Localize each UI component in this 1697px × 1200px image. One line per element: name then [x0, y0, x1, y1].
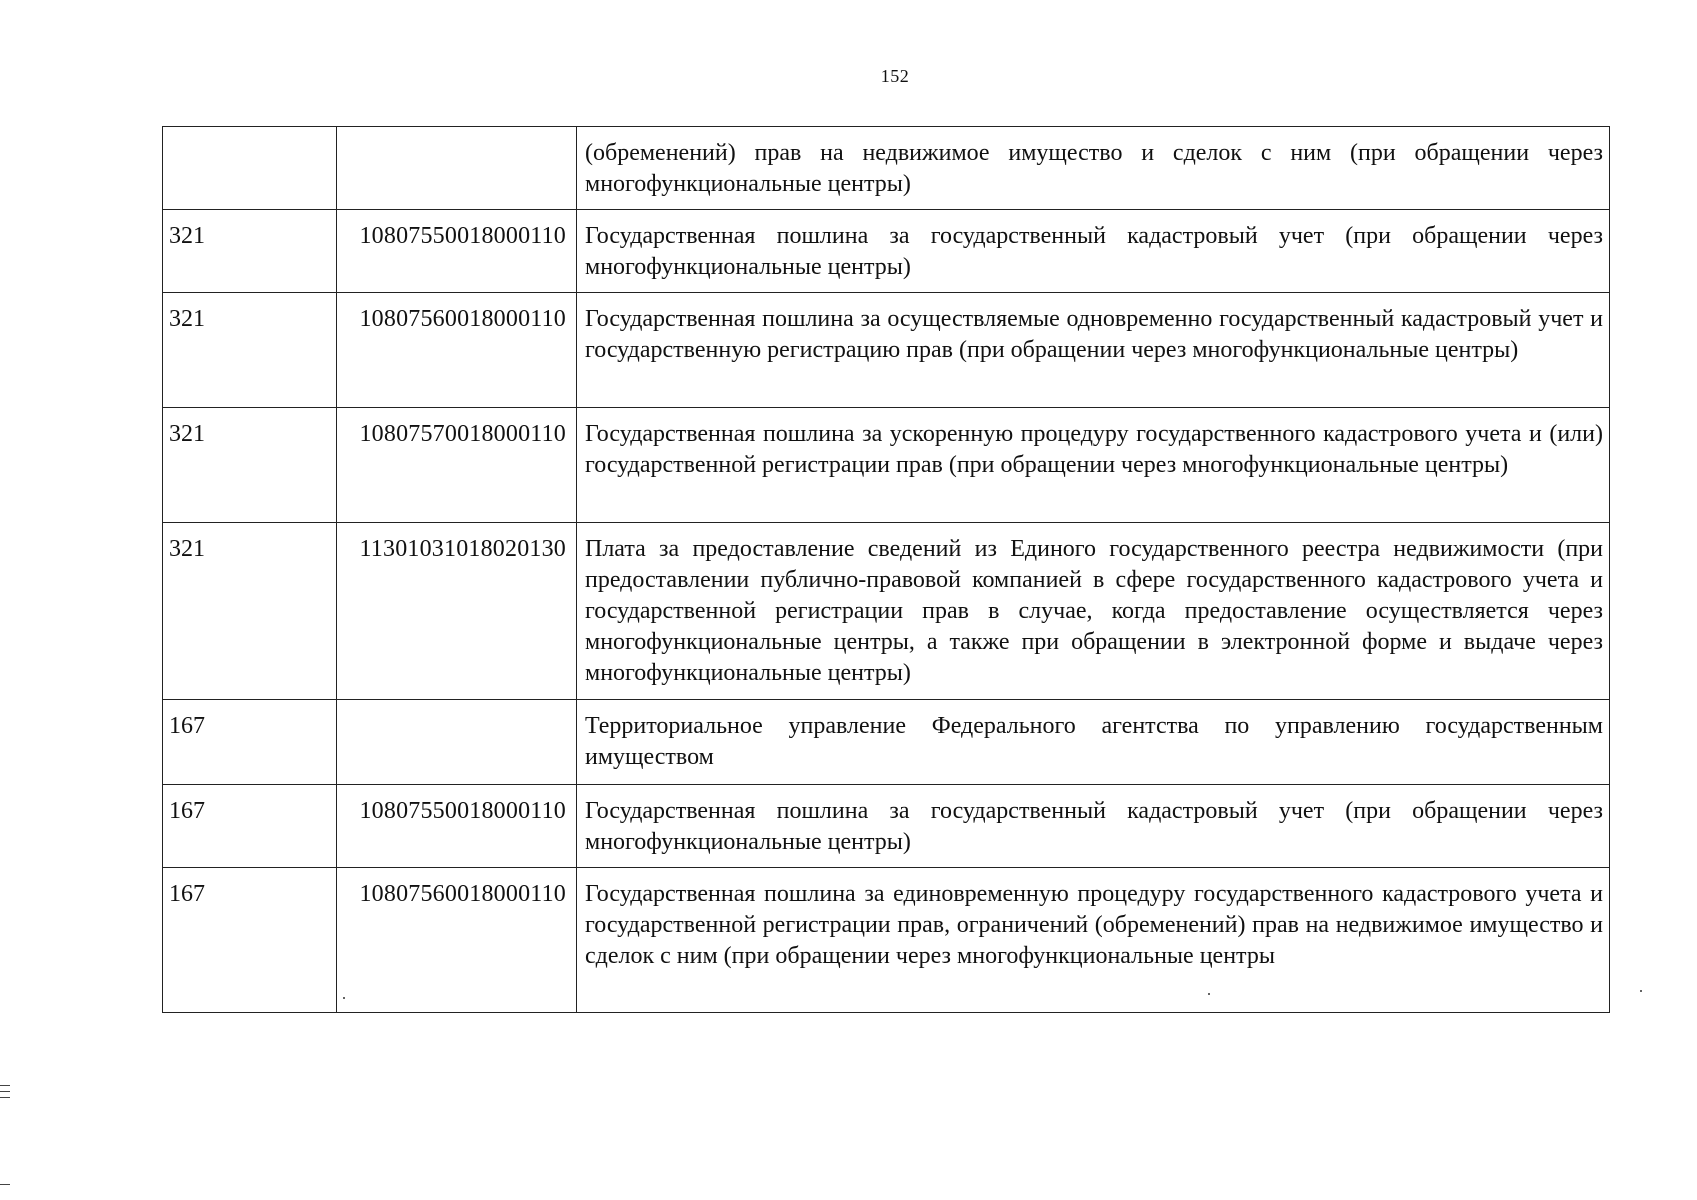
scan-speck	[1640, 990, 1642, 992]
administrator-code-cell: 167	[163, 700, 337, 785]
table-row	[163, 785, 1610, 868]
binding-mark	[0, 1097, 10, 1098]
page-number: 152	[880, 66, 910, 86]
budget-code-cell	[337, 127, 577, 210]
table-row	[163, 700, 1610, 785]
table-row	[163, 523, 1610, 700]
budget-code-cell: 11301031018020130	[337, 523, 577, 700]
budget-code-cell: 10807560018000110	[337, 868, 577, 1013]
description-cell: Государственная пошлина за государственный кадастровый учет (при обращении через многофункциональные центры)	[577, 210, 1610, 293]
administrator-code-cell	[163, 127, 337, 210]
description-cell: Государственная пошлина за единовременную процедуру государственного кадастрового учета и государственной регистрации прав, ограничений (обременений) прав на недвижимое имущество и сделок с ним (при обращении через многофункциональные центры	[577, 868, 1610, 1013]
binding-mark	[0, 1091, 10, 1092]
description-cell: Государственная пошлина за ускоренную процедуру государственного кадастрового учета и (или) государственной регистрации прав (при обращении через многофункциональные центры)	[577, 408, 1610, 523]
description-cell: Плата за предоставление сведений из Единого государственного реестра недвижимости (при предоставлении публично-правовой компанией в сфере государственного кадастрового учета и государственной регистрации прав в случае, когда предоставление осуществляется через многофункциональные центры, а также при обращении в электронной форме и выдаче через многофункциональные центры)	[577, 523, 1610, 700]
administrator-code-cell: 321	[163, 408, 337, 523]
table-row	[163, 127, 1610, 210]
table-row	[163, 868, 1610, 1013]
administrator-code-cell: 321	[163, 293, 337, 408]
administrator-code-cell: 321	[163, 210, 337, 293]
description-cell: (обременений) прав на недвижимое имущество и сделок с ним (при обращении через многофункциональные центры)	[577, 127, 1610, 210]
budget-code-cell: 10807550018000110	[337, 210, 577, 293]
description-cell: Государственная пошлина за осуществляемые одновременно государственный кадастровый учет и государственную регистрацию прав (при обращении через многофункциональные центры)	[577, 293, 1610, 408]
administrator-code-cell: 167	[163, 785, 337, 868]
description-cell: Территориальное управление Федерального агентства по управлению государственным имуществом	[577, 700, 1610, 785]
binding-mark	[0, 1184, 10, 1185]
scan-speck	[1208, 993, 1210, 995]
budget-codes-table	[162, 126, 1610, 1013]
administrator-code-cell: 167	[163, 868, 337, 1013]
budget-code-cell	[337, 700, 577, 785]
description-cell: Государственная пошлина за государственный кадастровый учет (при обращении через многофункциональные центры)	[577, 785, 1610, 868]
table-row	[163, 210, 1610, 293]
administrator-code-cell: 321	[163, 523, 337, 700]
table-row	[163, 408, 1610, 523]
budget-code-cell: 10807560018000110	[337, 293, 577, 408]
binding-mark	[0, 1085, 10, 1086]
scan-speck	[343, 997, 345, 999]
budget-code-cell: 10807570018000110	[337, 408, 577, 523]
budget-code-cell: 10807550018000110	[337, 785, 577, 868]
table-row	[163, 293, 1610, 408]
